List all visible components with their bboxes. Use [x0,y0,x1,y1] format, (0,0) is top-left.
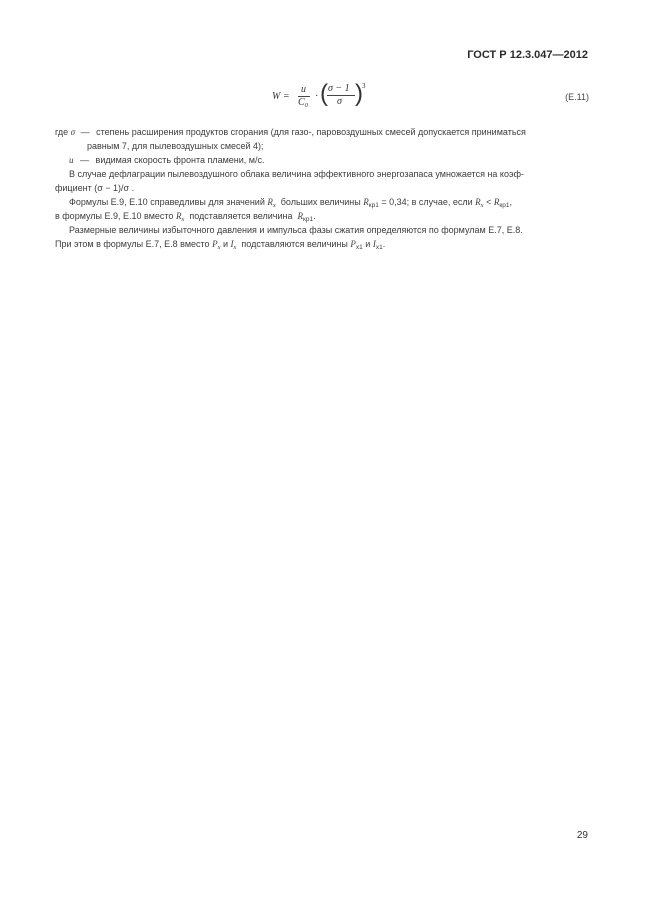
right-paren: ) [355,80,363,107]
left-paren: ( [320,80,328,107]
document-code: ГОСТ Р 12.3.047—2012 [467,49,588,61]
paragraph-dimensional-values-cont: При этом в формулы Е.7, Е.8 вместо $P_x$ и $I_x$ подставляются величины $P_{x1}$ и $I_{x1}$. [55,239,386,251]
definition-sigma-cont: равным 7, для пылевоздушных смесей 4); [87,141,264,151]
formula-frac1-denominator: $C_0$ [298,97,308,109]
formula-power: 3 [362,82,366,90]
formula-dot: · [315,91,319,102]
body-text [55,125,588,255]
paragraph-deflagration: В случае дефлаграции пылевоздушного облака величина эффективного энергозапаса умножается на коэф- [69,169,524,179]
formula-frac2-numerator: σ − 1 [328,83,350,94]
equation-number: (Е.11) [565,92,589,102]
formula-frac2-denominator: σ [337,96,342,107]
formula-lhs: W = [272,91,290,102]
paragraph-deflagration-cont: фициент (σ − 1)/σ . [55,183,135,193]
paragraph-formulas-validity-cont: в формулы Е.9, Е.10 вместо $R_x$ подставляется величина $R_{кр1}$. [55,211,316,223]
formula-frac1-numerator: u [301,84,306,95]
page-number: 29 [576,830,588,841]
paragraph-dimensional-values: Размерные величины избыточного давления и импульса фазы сжатия определяются по формулам Е.7, Е.8. [69,225,523,235]
paragraph-formulas-validity: Формулы Е.9, Е.10 справедливы для значений $R_x$ больших величины $R_{кр1} = 0,34$; в случае, если $R_x < R_{кр1}$, [69,197,512,209]
definition-sigma: где σ — степень расширения продуктов сгорания (для газо-, паровоздушных смесей допускается приниматься [55,127,526,137]
definition-u: u — видимая скорость фронта пламени, м/с. [69,155,265,165]
